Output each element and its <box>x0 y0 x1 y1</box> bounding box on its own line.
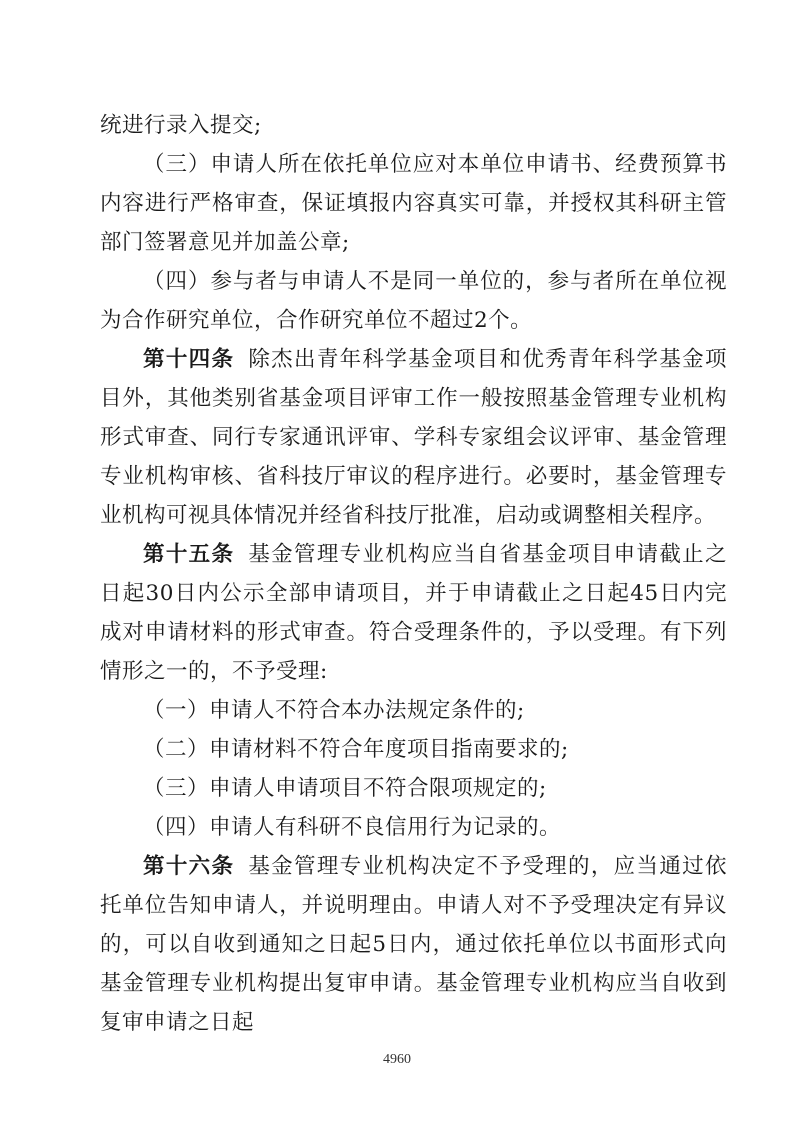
article-label: 第十五条 <box>143 542 235 567</box>
article-label: 第十四条 <box>143 347 235 372</box>
paragraph-text: 统进行录入提交; <box>100 113 262 138</box>
list-item <box>100 769 727 808</box>
paragraph-text: （三）申请人所在依托单位应对本单位申请书、经费预算书内容进行严格审查，保证填报内容真实可靠，并授权其科研主管部门签署意见并加盖公章; <box>100 152 727 255</box>
article-14 <box>100 340 727 535</box>
list-item <box>100 730 727 769</box>
article-15 <box>100 535 727 691</box>
article-16 <box>100 847 727 1042</box>
paragraph-text: 除杰出青年科学基金项目和优秀青年科学基金项目外，其他类别省基金项目评审工作一般按照基金管理专业机构形式审查、同行专家通讯评审、学科专家组会议评审、基金管理专业机构审核、省科技厅审议的程序进行。必要时，基金管理专业机构可视具体情况并经省科技厅批准，启动或调整相关程序。 <box>100 347 727 528</box>
page-number: 4960 <box>383 1052 411 1067</box>
paragraph-text: （三）申请人申请项目不符合限项规定的; <box>143 776 547 801</box>
paragraph-item-three <box>100 145 727 262</box>
list-item <box>100 808 727 847</box>
paragraph-text: 基金管理专业机构应当自省基金项目申请截止之日起30日内公示全部申请项目，并于申请截止之日起45日内完成对申请材料的形式审查。符合受理条件的，予以受理。有下列情形之一的，不予受理: <box>100 542 727 684</box>
paragraph-text: （四）参与者与申请人不是同一单位的，参与者所在单位视为合作研究单位，合作研究单位不超过2个。 <box>100 269 727 333</box>
paragraph-text: （一）申请人不符合本办法规定条件的; <box>143 698 525 723</box>
paragraph-text: （四）申请人有科研不良信用行为记录的。 <box>143 815 562 840</box>
paragraph-text: （二）申请材料不符合年度项目指南要求的; <box>143 737 569 762</box>
paragraph-item-four <box>100 262 727 340</box>
paragraph-text: 基金管理专业机构决定不予受理的，应当通过依托单位告知申请人，并说明理由。申请人对不予受理决定有异议的，可以自收到通知之日起5日内，通过依托单位以书面形式向基金管理专业机构提出复审申请。基金管理专业机构应当自收到复审申请之日起 <box>100 854 727 1035</box>
list-item <box>100 691 727 730</box>
paragraph-continuation <box>100 106 727 145</box>
body-text <box>100 106 727 1042</box>
article-label: 第十六条 <box>143 854 235 879</box>
